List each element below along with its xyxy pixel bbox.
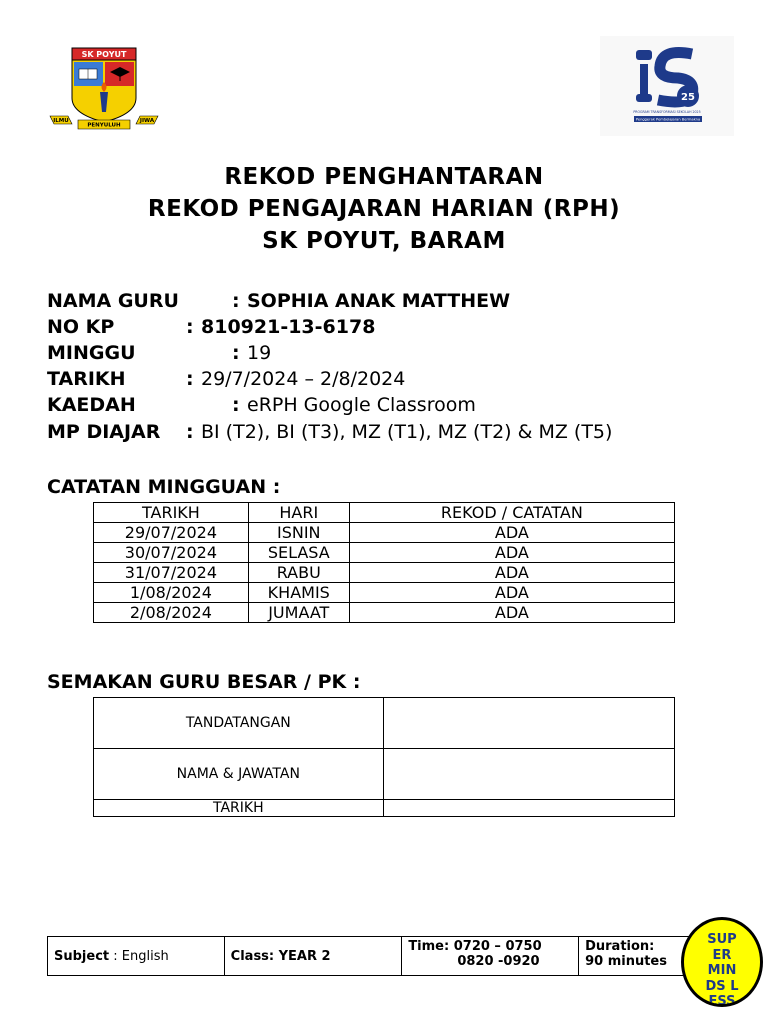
signoff-row-date <box>94 800 675 817</box>
table-cell: ADA <box>349 603 674 623</box>
table-cell: KHAMIS <box>248 583 349 603</box>
table-cell: ISNIN <box>248 523 349 543</box>
info-value: SOPHIA ANAK MATTHEW <box>247 290 511 312</box>
column-header: REKOD / CATATAN <box>349 503 674 523</box>
duration-line-2: 90 minutes <box>585 954 667 969</box>
weekly-heading: CATATAN MINGGUAN : <box>47 476 281 498</box>
info-separator: : <box>232 290 240 312</box>
signoff-row-name-position <box>94 749 675 800</box>
sticker-text: SUPER MINDS LESS <box>705 932 739 1007</box>
lesson-info-footer <box>47 936 697 976</box>
subject-cell <box>48 937 225 976</box>
duration-line-1: Duration: <box>585 939 655 954</box>
table-cell: SELASA <box>248 543 349 563</box>
info-value: BI (T2), BI (T3), MZ (T1), MZ (T2) & MZ (T5) <box>201 421 613 443</box>
weekly-table <box>93 502 675 623</box>
lesson-info-row <box>48 937 697 976</box>
info-separator: : <box>186 421 194 443</box>
name-position-field[interactable] <box>383 749 674 800</box>
svg-text:JIWA: JIWA <box>139 118 155 124</box>
column-header: TARIKH <box>94 503 249 523</box>
table-row <box>94 543 675 563</box>
info-value: 810921-13-6178 <box>201 316 376 338</box>
table-cell: ADA <box>349 563 674 583</box>
table-cell: JUMAAT <box>248 603 349 623</box>
table-cell: 31/07/2024 <box>94 563 249 583</box>
table-row <box>94 563 675 583</box>
super-minds-sticker <box>681 917 763 1007</box>
column-header: HARI <box>248 503 349 523</box>
title-line-1: REKOD PENGHANTARAN <box>224 164 544 190</box>
table-header-row <box>94 503 675 523</box>
svg-text:25: 25 <box>681 92 695 103</box>
signoff-label: TARIKH <box>94 800 384 817</box>
info-label: NO KP <box>47 316 115 338</box>
subject-label: Subject <box>54 948 110 964</box>
table-cell: 2/08/2024 <box>94 603 249 623</box>
signoff-table <box>93 697 675 817</box>
info-value: eRPH Google Classroom <box>247 394 476 416</box>
signoff-row-signature <box>94 698 675 749</box>
info-label: TARIKH <box>47 368 126 390</box>
title-line-3: SK POYUT, BARAM <box>262 228 506 254</box>
info-label: KAEDAH <box>47 394 136 416</box>
table-cell: RABU <box>248 563 349 583</box>
info-value: 29/7/2024 – 2/8/2024 <box>201 368 406 390</box>
table-cell: ADA <box>349 543 674 563</box>
table-cell: 29/07/2024 <box>94 523 249 543</box>
info-label: MP DIAJAR <box>47 421 161 443</box>
info-value: 19 <box>247 342 272 364</box>
info-separator: : <box>186 316 194 338</box>
info-separator: : <box>232 342 240 364</box>
info-label: NAMA GURU <box>47 290 179 312</box>
info-label: MINGGU <box>47 342 136 364</box>
school-logo <box>48 46 160 130</box>
info-separator: : <box>232 394 240 416</box>
table-row <box>94 523 675 543</box>
time-line-2: 0820 -0920 <box>457 954 540 969</box>
time-cell <box>402 937 579 976</box>
subject-value: : English <box>109 948 169 964</box>
signoff-label: NAMA & JAWATAN <box>94 749 384 800</box>
signoff-label: TANDATANGAN <box>94 698 384 749</box>
table-cell: ADA <box>349 583 674 603</box>
svg-text:ILMU: ILMU <box>53 118 69 124</box>
table-row <box>94 603 675 623</box>
table-cell: 30/07/2024 <box>94 543 249 563</box>
signoff-heading: SEMAKAN GURU BESAR / PK : <box>47 671 361 693</box>
title-line-2: REKOD PENGAJARAN HARIAN (RPH) <box>147 196 621 222</box>
class-cell: Class: YEAR 2 <box>224 937 402 976</box>
date-field[interactable] <box>383 800 674 817</box>
info-separator: : <box>186 368 194 390</box>
svg-text:Penggerak Pembelajaran Bermakn: Penggerak Pembelajaran Bermakna <box>635 117 701 122</box>
table-cell: 1/08/2024 <box>94 583 249 603</box>
time-line-1: Time: 0720 – 0750 <box>408 939 542 954</box>
svg-text:PENYULUH: PENYULUH <box>87 122 121 129</box>
table-cell: ADA <box>349 523 674 543</box>
svg-text:SK POYUT: SK POYUT <box>81 50 127 59</box>
signature-field[interactable] <box>383 698 674 749</box>
svg-text:PROGRAM TRANSFORMASI SEKOLAH 2: PROGRAM TRANSFORMASI SEKOLAH 2025 <box>633 110 701 114</box>
program-logo <box>600 36 734 136</box>
duration-cell <box>579 937 697 976</box>
table-row <box>94 583 675 603</box>
